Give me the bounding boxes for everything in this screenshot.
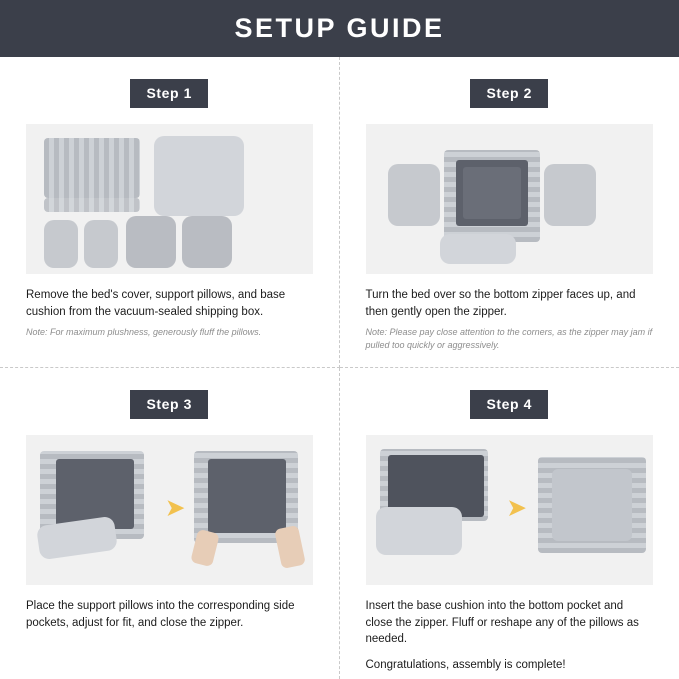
step-card-2 xyxy=(340,57,679,368)
step-caption-1: Remove the bed's cover, support pillows, and base cushion from the vacuum-sealed shipping box. xyxy=(26,289,286,318)
step-badge-wrap-2 xyxy=(366,79,654,108)
step-caption-4: Insert the base cushion into the bottom pocket and close the zipper. Fluff or reshape any of the pillows as needed. xyxy=(365,600,639,646)
step-badge-4: Step 4 xyxy=(470,390,548,419)
step-badge-1: Step 1 xyxy=(130,79,208,108)
step-badge-2: Step 2 xyxy=(470,79,548,108)
steps-grid xyxy=(0,57,679,679)
step-illustration-4 xyxy=(366,435,654,585)
step-badge-wrap-1 xyxy=(26,79,313,108)
page-header xyxy=(0,0,679,57)
step-card-1 xyxy=(0,57,340,368)
step-illustration-1 xyxy=(26,124,313,274)
step-note-1: Note: For maximum plushness, generously fluff the pillows. xyxy=(26,327,262,338)
arrow-icon: ➤ xyxy=(507,495,526,520)
page-title: SETUP GUIDE xyxy=(234,13,445,43)
step-card-3 xyxy=(0,368,340,679)
step-badge-3: Step 3 xyxy=(130,390,208,419)
step-note-2: Note: Please pay close attention to the corners, as the zipper may jam if pulled too quickly or aggressively. xyxy=(365,327,653,351)
step-badge-wrap-4 xyxy=(366,390,654,419)
step-caption-2: Turn the bed over so the bottom zipper faces up, and then gently open the zipper. xyxy=(365,289,636,318)
step-card-4 xyxy=(340,368,679,679)
step-caption-3: Place the support pillows into the corresponding side pockets, adjust for fit, and close the zipper. xyxy=(26,600,295,629)
step-badge-wrap-3 xyxy=(26,390,313,419)
step-illustration-2 xyxy=(366,124,654,274)
step-caption-4-congrats: Congratulations, assembly is complete! xyxy=(365,659,566,672)
arrow-icon: ➤ xyxy=(166,495,185,520)
step-illustration-3 xyxy=(26,435,313,585)
